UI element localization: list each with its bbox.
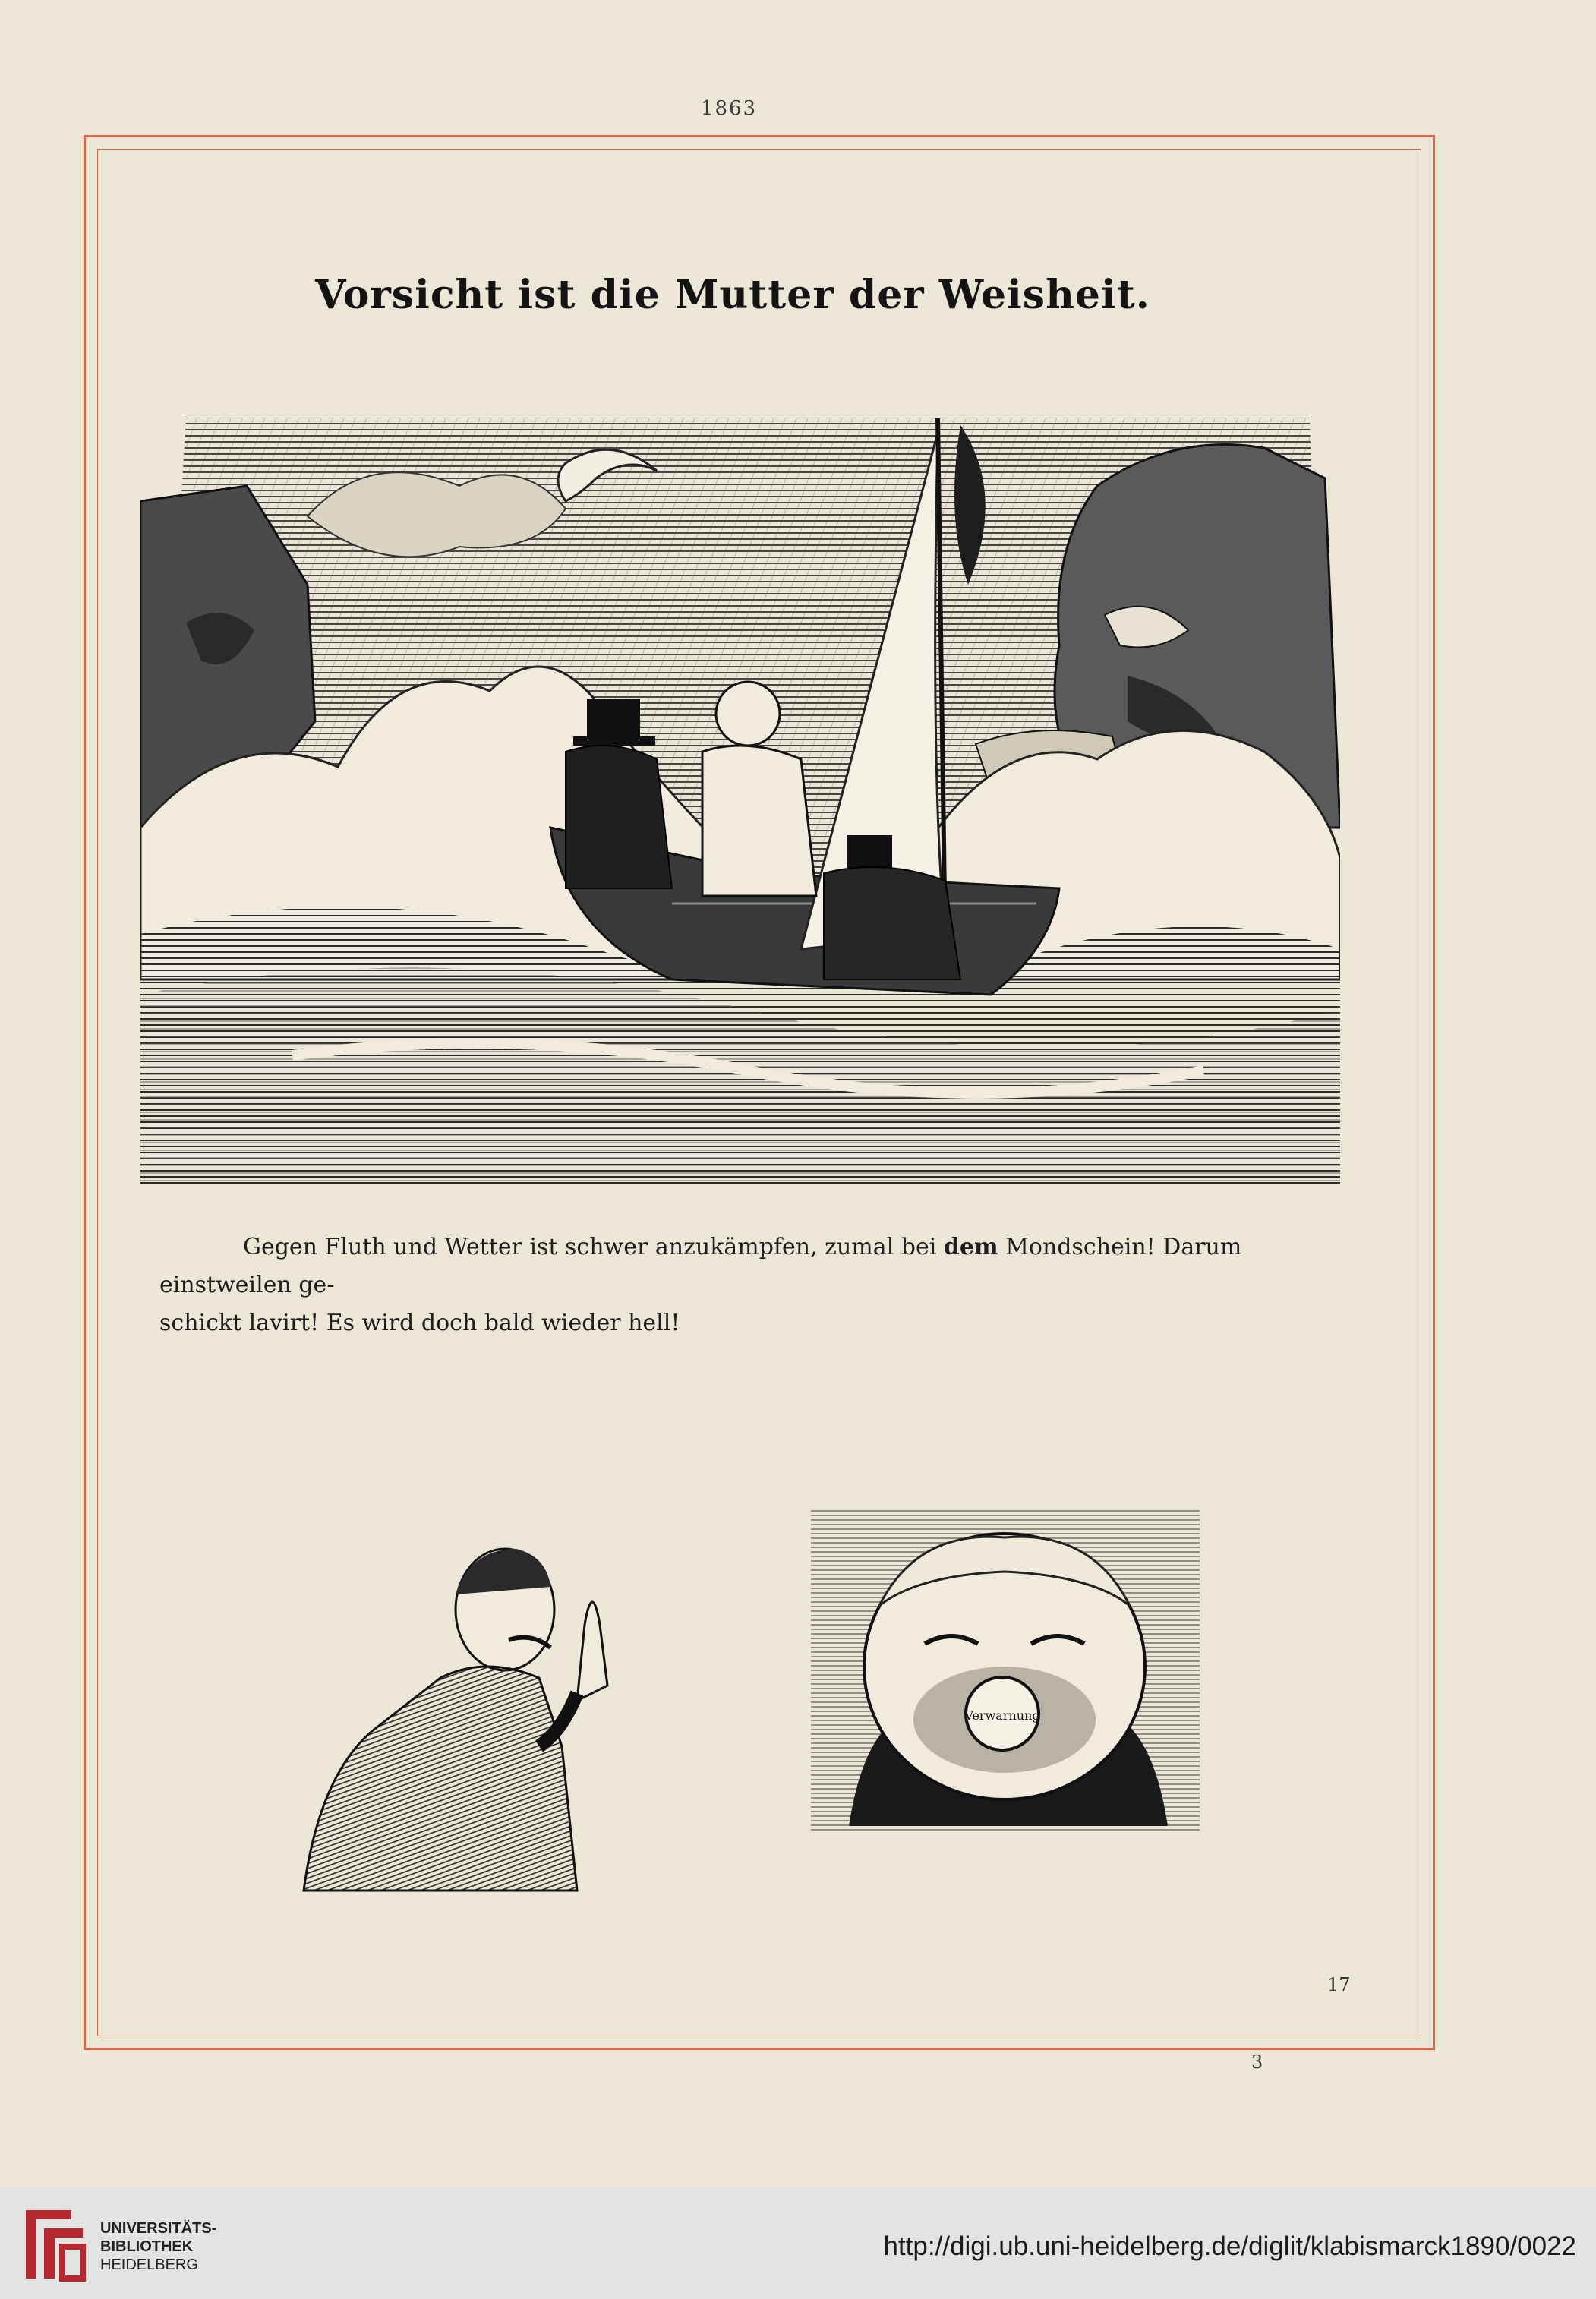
library-name-line3: HEIDELBERG bbox=[100, 2256, 198, 2273]
library-name-line2: BIBLIOTHEK bbox=[100, 2238, 194, 2255]
library-name bbox=[100, 2219, 216, 2274]
gentleman-illustration bbox=[289, 1534, 653, 1898]
caption-emphasis: dem bbox=[943, 1234, 998, 1260]
page-year: 1863 bbox=[700, 97, 758, 120]
caption-line2: schickt lavirt! Es wird doch bald wieder hell! bbox=[159, 1310, 680, 1336]
library-name-line1: UNIVERSITÄTS- bbox=[100, 2220, 217, 2237]
signature-mark: 3 bbox=[1251, 2051, 1263, 2073]
document-url-link[interactable]: http://digi.ub.uni-heidelberg.de/diglit/klabismarck1890/0022 bbox=[883, 2231, 1576, 2261]
page-number: 17 bbox=[1327, 1974, 1351, 1995]
round-face-illustration bbox=[803, 1500, 1207, 1841]
nose-label: Verwarnung bbox=[964, 1708, 1040, 1723]
storm-boat-illustration bbox=[140, 402, 1340, 1184]
cartoon-title: Vorsicht ist die Mutter der Weisheit. bbox=[315, 272, 1150, 318]
caption-line1-b: Mondschein! Darum einstweilen ge- bbox=[159, 1234, 1242, 1298]
footer-bar bbox=[0, 2187, 1596, 2299]
caption-line1-a: Gegen Fluth und Wetter ist schwer anzukämpfen, zumal bei bbox=[243, 1234, 944, 1260]
cartoon-caption bbox=[159, 1228, 1321, 1342]
library-logo-icon[interactable] bbox=[18, 2203, 90, 2286]
